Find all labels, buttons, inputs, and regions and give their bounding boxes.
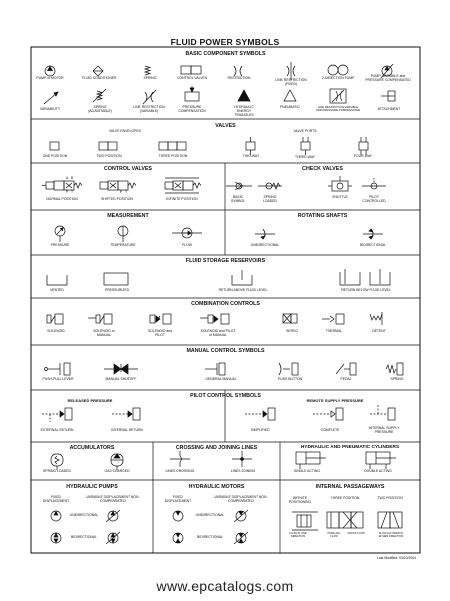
valves-symbols <box>50 137 368 155</box>
label-two-position: TWO POSITION <box>96 154 122 158</box>
measurement-header: MEASUREMENT <box>107 213 149 219</box>
control-valves-header: CONTROL VALVES <box>104 166 152 172</box>
combination-controls-header: COMBINATION CONTROLS <box>191 301 260 307</box>
label-pump-unidirectional: UNIDIRECTIONAL <box>69 513 99 517</box>
label-lines-joining: LINES JOINING <box>230 469 256 473</box>
label-line-restriction-var-comp: LINE RESTRICTION VARIABLE AND PRESSURE COMPENSATED <box>315 105 361 113</box>
label-pedal: PEDAL <box>340 377 352 381</box>
label-temperature: TEMPERATURE <box>110 243 136 247</box>
label-vented: VENTED <box>50 288 64 292</box>
rotating-shafts-header: ROTATING SHAFTS <box>297 213 348 219</box>
hydraulic-motors-header: HYDRAULIC MOTORS <box>188 484 245 490</box>
reservoir-symbols <box>47 269 390 285</box>
label-variability: VARIABILITY <box>39 107 61 111</box>
label-unidirectional: UNIDIRECTIONAL <box>250 243 280 247</box>
label-detent: DETENT <box>372 329 386 333</box>
label-flow-one-direction: FLOW IN ONE DIRECTION <box>289 532 307 538</box>
accumulators-header: ACCUMULATORS <box>69 445 115 451</box>
label-simplified: SIMPLIFIED <box>250 428 270 432</box>
valves-header: VALVES <box>215 123 236 129</box>
label-2-direction-pump: 2-DIRECTION PUMP <box>322 76 355 80</box>
label-parallel-flow: PARALLEL FLOW <box>327 532 341 538</box>
page-title: FLUID POWER SYMBOLS <box>170 37 280 47</box>
label-pump-or-motor: PUMP or MOTOR <box>36 76 64 80</box>
label-control-valves: CONTROL VALVES <box>177 76 208 80</box>
label-gas-charged: GAS CHARGED <box>104 469 130 473</box>
internal-passageway-symbols <box>292 512 402 530</box>
crossing-joining-header: CROSSING AND JOINING LINES <box>175 445 258 451</box>
label-line-restriction-fixed: LINE RESTRICTION (FIXED) <box>275 78 307 86</box>
label-attachment: ATTACHMENT <box>377 107 401 111</box>
valve-ports-subheader: VALVE PORTS <box>293 129 317 133</box>
port-letter-p: P <box>65 190 69 194</box>
released-pressure-subheader: RELEASED PRESSURE <box>67 398 113 403</box>
label-line-restriction-variable: LINE RESTRICTION (VARIABLE) <box>133 105 165 113</box>
label-manual-shutoff: MANUAL SHUTOFF <box>105 377 137 381</box>
label-external-return: EXTERNAL RETURN <box>40 428 74 432</box>
label-push-button: PUSH BUTTON <box>277 377 303 381</box>
label-motor-bidirectional: BIDIRECTIONAL <box>197 535 223 539</box>
label-general-manual: GENERAL MANUAL <box>205 377 237 381</box>
label-normal-position: NORMAL POSITION <box>46 197 78 201</box>
label-pressure-compensation: PRESSURE COMPENSATION <box>178 105 206 113</box>
label-two-way: TWO-WAY <box>242 154 260 158</box>
label-return-below-fluid-level: RETURN BELOW FLUID LEVEL <box>341 288 391 292</box>
label-accumulator-spring-loaded: SPRING LOADED <box>43 469 71 473</box>
label-basic-symbol: BASIC SYMBOL <box>230 195 246 203</box>
label-three-way: THREE-WAY <box>295 155 315 159</box>
crossing-joining-symbols <box>170 451 252 467</box>
label-pump-variable-compensated: PUMP: VARIABLE and PRESSURE COMPENSATED <box>365 74 411 82</box>
label-spring-loaded: SPRING LOADED <box>263 195 277 203</box>
basic-components-header: BASIC COMPONENT SYMBOLS <box>185 51 266 57</box>
label-internal-return: INTERNAL RETURN <box>111 428 143 432</box>
cylinders-header: HYDRAULIC AND PNEUMATIC CYLINDERS <box>300 445 400 450</box>
label-pneumatic: PNEUMATIC <box>280 105 300 109</box>
label-flow: FLOW <box>182 243 192 247</box>
check-valves-symbols <box>226 176 386 191</box>
label-spring-adjustable: SPRING (ADJUSTABLE) <box>88 105 112 113</box>
label-motor-unidirectional: UNIDIRECTIONAL <box>195 513 225 517</box>
port-letter-p-shifted: P <box>119 190 123 194</box>
internal-passageways-header: INTERNAL PASSAGEWAYS <box>315 484 385 490</box>
label-pump-fixed-displacement: FIXED DISPLACEMENT <box>42 495 70 503</box>
label-restriction: RESTRICTION <box>227 76 251 80</box>
valve-envelopes-subheader: VALVE ENVELOPES <box>109 129 141 133</box>
basic-row2-symbols <box>44 86 395 104</box>
label-one-position: ONE POSITION <box>42 154 68 158</box>
label-pump-bidirectional: BIDIRECTIONAL <box>71 535 97 539</box>
port-letter-t: T <box>70 190 74 194</box>
label-solenoid: SOLENOID <box>47 329 65 333</box>
remote-supply-pressure-subheader: REMOTE SUPPLY PRESSURE <box>306 398 364 403</box>
label-passage-three-position: THREE POSITION <box>330 496 360 500</box>
label-push-pull-lever: PUSH-PULL LEVER <box>42 377 74 381</box>
label-infinite-position: INFINITE POSITION <box>166 197 198 201</box>
label-hydraulic-energy-triangles: HYDRAULIC ENERGY TRIANGLES <box>234 105 254 117</box>
pilot-control-symbols <box>42 405 395 422</box>
watermark-url: www.epcatalogs.com <box>156 578 294 594</box>
label-pilot-controlled: PILOT CONTROLLED <box>362 195 386 203</box>
reservoirs-header: FLUID STORAGE RESERVOIRS <box>185 258 266 264</box>
combination-controls-symbols <box>47 312 382 325</box>
label-fluid-conditioner: FLUID CONDITIONER <box>82 76 117 80</box>
label-cross-flow: CROSS FLOW <box>347 532 365 535</box>
label-motor-fixed-displacement: FIXED DISPLACEMENT <box>164 495 192 503</box>
label-spring-manual: SPRING <box>390 377 404 381</box>
label-thermal: THERMAL <box>325 329 343 333</box>
manual-control-symbols <box>45 363 404 375</box>
label-passage-two-position: TWO POSITION <box>377 496 403 500</box>
rotating-shafts-symbols <box>255 229 383 239</box>
label-spring: SPRING <box>143 76 157 80</box>
label-infinite-positioning: INFINITE POSITIONING <box>288 496 312 504</box>
label-shuttle: SHUTTLE <box>332 195 348 199</box>
pilot-control-header: PILOT CONTROL SYMBOLS <box>190 393 261 399</box>
label-pump-variable-displacement: VARIABLE DISPLACEMENT NON-COMPENSATED <box>86 495 140 503</box>
label-lines-crossing: LINES CROSSING <box>165 469 195 473</box>
port-letter-a: A <box>65 176 69 180</box>
cylinder-symbols <box>296 452 396 469</box>
label-motor-variable-displacement: VARIABLE DISPLACEMENT NON-COMPENSATED <box>214 495 268 503</box>
accumulator-symbols <box>51 454 123 470</box>
label-solenoid-and-pilot: SOLENOID and PILOT <box>147 329 173 337</box>
label-internal-supply-pressure: INTERNAL SUPPLY PRESSURE <box>368 426 400 434</box>
label-shifted-position: SHIFTED POSITION <box>101 197 133 201</box>
manual-control-header: MANUAL CONTROL SYMBOLS <box>186 348 265 354</box>
label-pressure: PRESSURE <box>50 243 70 247</box>
label-bidirectional: BIDIRECTIONAL <box>360 243 386 247</box>
check-valves-header: CHECK VALVES <box>302 166 343 172</box>
hydraulic-pumps-header: HYDRAULIC PUMPS <box>66 484 118 490</box>
label-three-position: THREE POSITION <box>158 154 188 158</box>
last-modified-footer: Last Modified: 03/10/2004 <box>376 556 416 560</box>
label-pressurized: PRESSURIZED <box>104 288 130 292</box>
port-letter-b: B <box>70 176 74 180</box>
label-servo: SERVO <box>286 329 298 333</box>
label-double-acting: DOUBLE ACTING <box>364 469 392 473</box>
label-single-acting: SINGLE ACTING <box>293 469 320 473</box>
label-complete: COMPLETE <box>320 428 340 432</box>
label-flow-either-direction: FLOW ALLOWED IN EITHER DIRECTION <box>378 532 404 538</box>
port-letter-t-shifted: T <box>124 190 128 194</box>
label-return-above-fluid-level: RETURN ABOVE FLUID LEVEL <box>218 288 268 292</box>
label-four-way: FOUR-WAY <box>353 154 373 158</box>
measurement-symbols <box>55 226 202 242</box>
label-solenoid-or-manual: SOLENOID or MANUAL <box>93 329 115 337</box>
label-solenoid-pilot-or-manual: SOLENOID and PILOT or MANUAL <box>200 329 236 337</box>
